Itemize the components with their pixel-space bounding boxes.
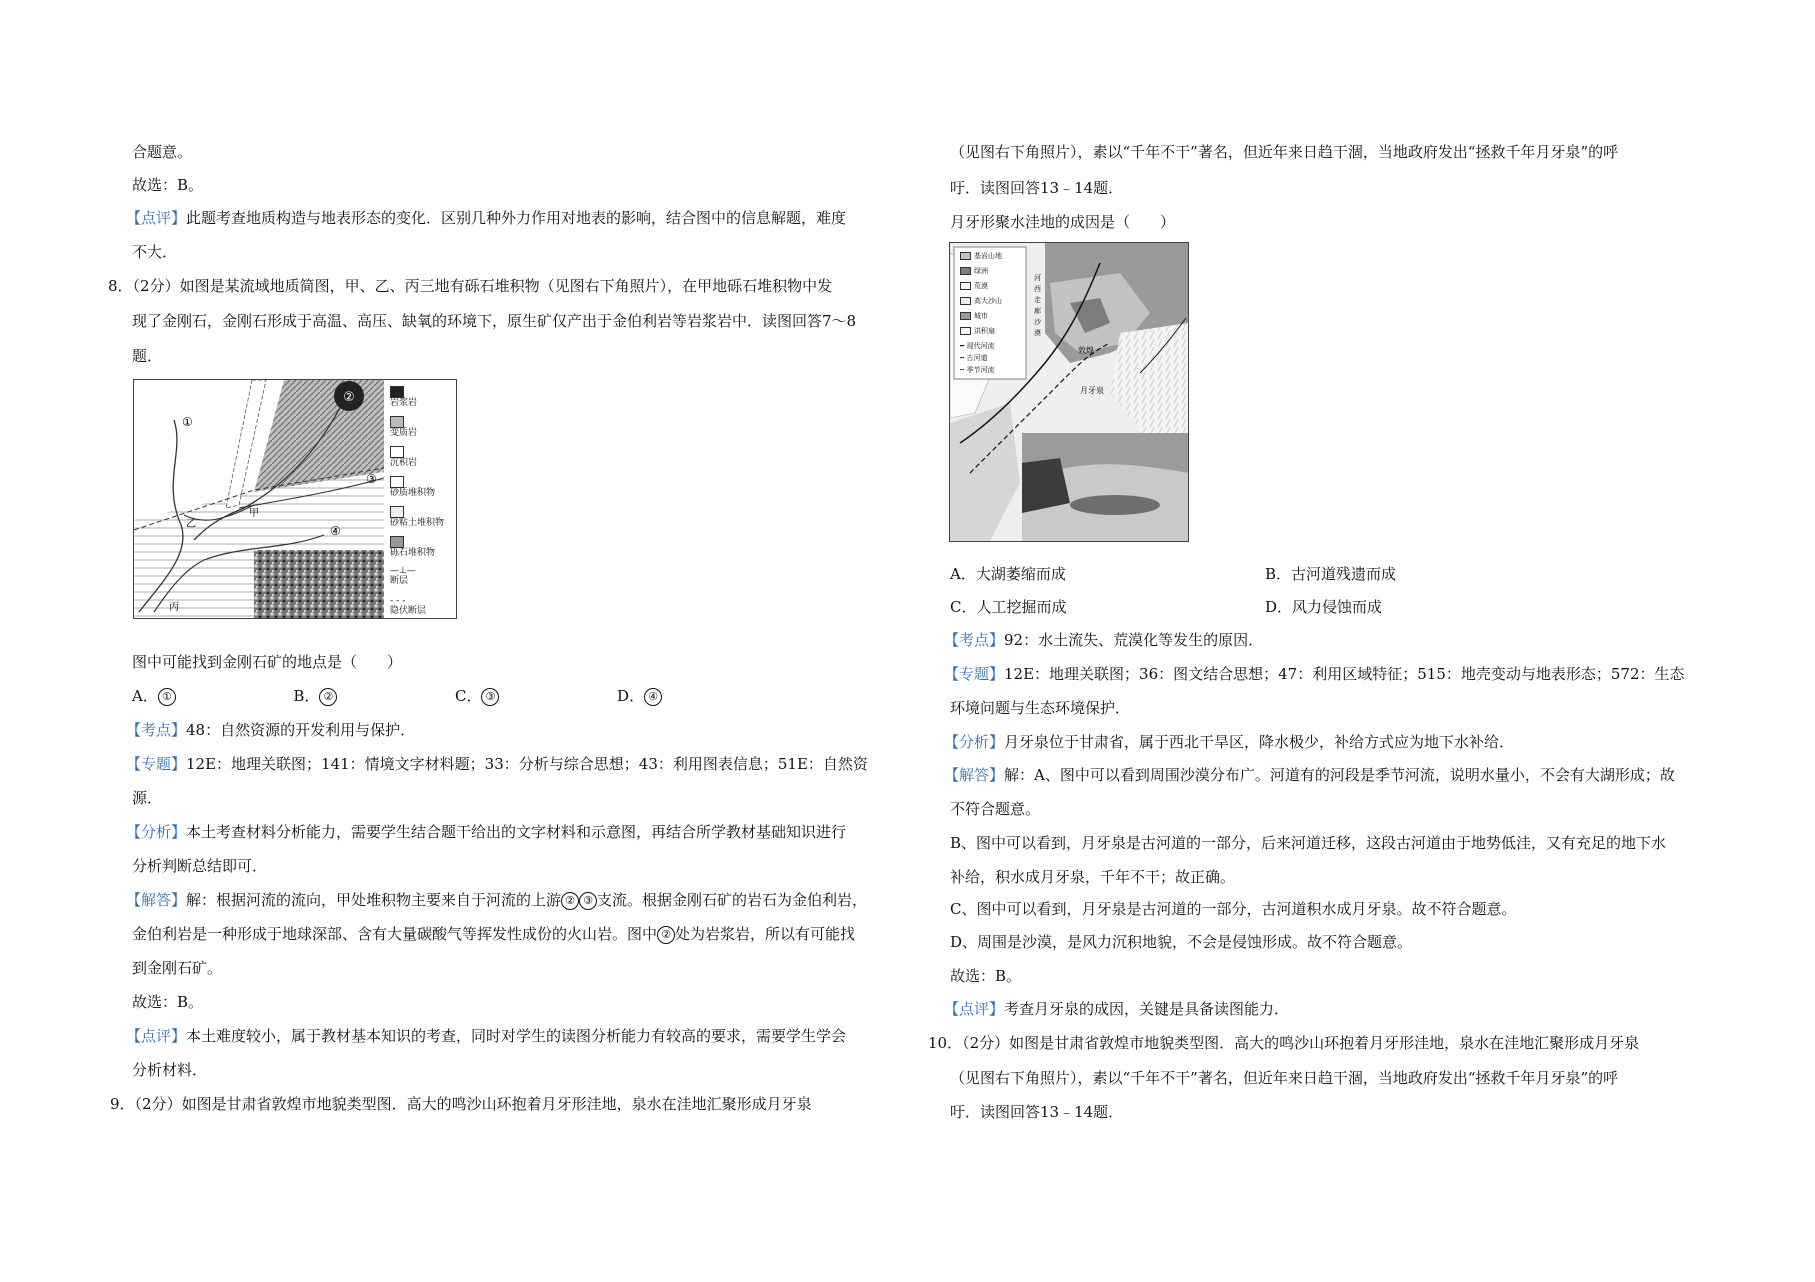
dianping-tag: 【点评】	[126, 1027, 187, 1045]
legend-label: 洪积扇	[974, 327, 995, 335]
legend-label: 季节河流	[966, 366, 995, 374]
legend-label: 砂粘土堆积物	[390, 518, 445, 528]
text-line: 故选：B。	[132, 993, 204, 1011]
legend-item: —⊥— 断层	[390, 566, 416, 586]
text-line: 故选：B。	[132, 176, 204, 194]
text-line: C、图中可以看到，月牙泉是古河道的一部分，古河道积水成月牙泉。故不符合题意。	[950, 900, 1517, 918]
dianping-tag: 【点评】	[944, 1000, 1005, 1018]
text-line: 吁．读图回答13﹣14题．	[950, 179, 1124, 197]
legend-item: - - - 隐伏断层	[390, 596, 427, 616]
legend-item	[390, 416, 417, 438]
option-c: ③	[481, 688, 499, 706]
question-9-heading: 9．（2分）如图是甘肃省敦煌市地貌类型图．高大的鸣沙山环抱着月牙形洼地，泉水在洼地汇聚形成月牙泉	[110, 1095, 812, 1113]
legend-item: ┅ 季节河流	[960, 366, 995, 374]
text-line: 不大．	[132, 243, 178, 261]
map-label-4: ④	[330, 524, 341, 538]
map-label-spring: 月牙泉	[1080, 386, 1104, 395]
legend-item	[390, 536, 435, 558]
dianping-text: 本土难度较小，属于教材基本知识的考查，同时对学生的读图分析能力有较高的要求，需要学生学会	[186, 1027, 847, 1045]
text-line: 环境问题与生态环境保护．	[950, 699, 1131, 717]
zhuanti-line	[126, 754, 868, 774]
dianping-line	[944, 999, 1289, 1019]
legend-label: 城市	[974, 312, 988, 320]
option-label: A．	[132, 687, 158, 705]
fenxi-tag: 【分析】	[944, 733, 1005, 751]
geology-map-figure	[133, 379, 457, 619]
option-label: C．	[455, 687, 482, 705]
legend-item	[960, 296, 1002, 306]
option-a: ①	[158, 688, 176, 706]
option-b: ②	[319, 688, 337, 706]
jieda-text: 处为岩浆岩，所以有可能找	[675, 925, 856, 943]
dianping-line	[126, 1026, 846, 1046]
legend-item	[960, 251, 1002, 261]
text-line: 补给，积水成月牙泉，千年不干；故正确。	[950, 868, 1236, 886]
zhuanti-text: 12E：地理关联图；141：情境文字材料题；33：分析与综合思想；43：利用图表信息；51E：自然资	[186, 755, 868, 773]
text-line: 合题意。	[132, 143, 193, 161]
legend-item	[390, 506, 444, 528]
question-8-heading: 8．（2分）如图是某流域地质简图，甲、乙、丙三地有砾石堆积物（见图右下角照片），在甲地砾石堆积物中发	[108, 277, 833, 295]
map-label-1: ①	[182, 415, 193, 429]
kaodian-line	[944, 630, 1263, 650]
jieda-text: 支流。根据金刚石矿的岩石为金伯利岩，	[597, 891, 868, 909]
text-line: B、图中可以看到，月牙泉是古河道的一部分，后来河道迁移，这段古河道由于地势低洼，又有充足的地下水	[950, 834, 1667, 852]
legend-label: 荒漠	[974, 282, 988, 290]
legend-label: 沉积岩	[390, 458, 418, 468]
legend-item	[960, 266, 988, 276]
circled-number: ③	[579, 892, 597, 910]
text-line: 现了金刚石，金刚石形成于高温、高压、缺氧的环境下，原生矿仅产出于金伯利岩等岩浆岩中．读图回答7～8	[132, 312, 857, 330]
legend-item	[960, 311, 988, 321]
text-line: （见图右下角照片），素以“千年不干”著名，但近年来日趋干涸，当地政府发出“拯救千年月牙泉”的呼	[950, 1069, 1619, 1087]
option-label: B．	[293, 687, 320, 705]
option-label: D．	[617, 687, 645, 705]
map-label-city: 敦煌	[1078, 346, 1094, 355]
legend-label: 古河道	[966, 354, 988, 362]
option-d: D．风力侵蚀而成	[1265, 598, 1383, 616]
jieda-text: 解：根据河流的流向，甲处堆积物主要来自于河流的上游	[186, 891, 562, 909]
fenxi-text: 月牙泉位于甘肃省，属于西北干旱区，降水极少，补给方式应为地下水补给．	[1004, 733, 1515, 751]
text-line: 故选：B。	[950, 967, 1022, 985]
map-label-3: ③	[366, 472, 377, 486]
kaodian-tag: 【考点】	[944, 631, 1005, 649]
text-line: 吁．读图回答13﹣14题．	[950, 1103, 1124, 1121]
legend-label: 现代河流	[966, 342, 995, 350]
legend-label: 砾石堆积物	[390, 548, 436, 558]
option-b: B．古河道残遗而成	[1265, 565, 1397, 583]
legend-item	[960, 326, 995, 336]
options-row	[132, 686, 662, 706]
legend-item	[390, 446, 417, 468]
jieda-line	[944, 765, 1675, 785]
option-c: C．人工挖掘而成	[950, 598, 1067, 616]
comment-line	[126, 208, 846, 228]
fenxi-line	[944, 732, 1514, 752]
jieda-text: 金伯利岩是一种形成于地球深部、含有大量碳酸气等挥发性成份的火山岩。图中	[132, 925, 658, 943]
text-line: 源．	[132, 789, 163, 807]
legend-label: 岩浆岩	[390, 398, 418, 408]
legend-label: 隐伏断层	[390, 606, 427, 616]
kaodian-text: 92：水土流失、荒漠化等发生的原因．	[1004, 631, 1264, 649]
text-line: D、周围是沙漠，是风力沉积地貌，不会是侵蚀形成。故不符合题意。	[950, 933, 1413, 951]
map-label-jia: 甲	[249, 508, 259, 519]
text-line: （见图右下角照片），素以“千年不干”著名，但近年来日趋干涸，当地政府发出“拯救千年月牙泉”的呼	[950, 143, 1619, 161]
legend-label: 砂质堆积物	[390, 488, 436, 498]
circled-number: ②	[561, 892, 579, 910]
dunhuang-map-figure	[949, 242, 1189, 542]
text-line: 不符合题意。	[950, 800, 1041, 818]
legend-label: 高大沙山	[974, 297, 1002, 305]
comment-tag: 【点评】	[126, 209, 187, 227]
map-label-bing: 丙	[169, 602, 179, 613]
option-d: ④	[644, 688, 662, 706]
legend-item	[390, 476, 435, 498]
comment-text: 此题考查地质构造与地表形态的变化．区别几种外力作用对地表的影响，结合图中的信息解题，难度	[186, 209, 847, 227]
fenxi-text: 本土考查材料分析能力，需要学生结合题干给出的文字材料和示意图，再结合所学教材基础知识进行	[186, 823, 847, 841]
zhuanti-tag: 【专题】	[944, 665, 1005, 683]
map-side-label: 河西走廊沙漠	[1034, 274, 1041, 337]
text-line: 题．	[132, 347, 163, 365]
legend-item	[390, 386, 417, 408]
text-line: 分析判断总结即可．	[132, 857, 268, 875]
jieda-line	[126, 890, 867, 910]
legend-item	[960, 281, 988, 291]
zhuanti-text: 12E：地理关联图；36：图文结合思想；47：利用区域特征；515：地壳变动与地表形态；572：生态	[1004, 665, 1685, 683]
text-line	[132, 924, 855, 944]
kaodian-tag: 【考点】	[126, 721, 187, 739]
jieda-tag: 【解答】	[126, 891, 187, 909]
legend-label: 绿洲	[974, 267, 988, 275]
text-line: 到金刚石矿。	[132, 959, 223, 977]
text-line: 分析材料．	[132, 1061, 208, 1079]
option-a: A．大湖萎缩而成	[950, 565, 1066, 583]
jieda-text: 解：A、图中可以看到周围沙漠分布广。河道有的河段是季节河流，说明水量小，不会有大湖形成；故	[1004, 766, 1675, 784]
legend-item: ━ 现代河流	[960, 342, 995, 350]
fenxi-line	[126, 822, 846, 842]
map-label-yi: 乙	[186, 519, 196, 530]
map-label-2: ②	[343, 390, 355, 405]
fenxi-tag: 【分析】	[126, 823, 187, 841]
legend-item: ╍ 古河道	[960, 354, 988, 362]
question-10-heading: 10．（2分）如图是甘肃省敦煌市地貌类型图．高大的鸣沙山环抱着月牙形洼地，泉水在洼地汇聚形成月牙泉	[928, 1034, 1640, 1052]
zhuanti-line	[944, 664, 1685, 684]
legend-label: 变质岩	[390, 428, 418, 438]
legend-label: 基岩山地	[974, 252, 1002, 260]
question-prompt: 月牙形聚水洼地的成因是（ ）	[950, 213, 1176, 231]
legend-label: 断层	[390, 576, 409, 586]
dianping-text: 考查月牙泉的成因，关键是具备读图能力．	[1004, 1000, 1290, 1018]
jieda-tag: 【解答】	[944, 766, 1005, 784]
zhuanti-tag: 【专题】	[126, 755, 187, 773]
kaodian-text: 48：自然资源的开发利用与保护．	[186, 721, 416, 739]
kaodian-line	[126, 720, 415, 740]
circled-number: ②	[657, 926, 675, 944]
question-prompt: 图中可能找到金刚石矿的地点是（ ）	[132, 653, 403, 671]
